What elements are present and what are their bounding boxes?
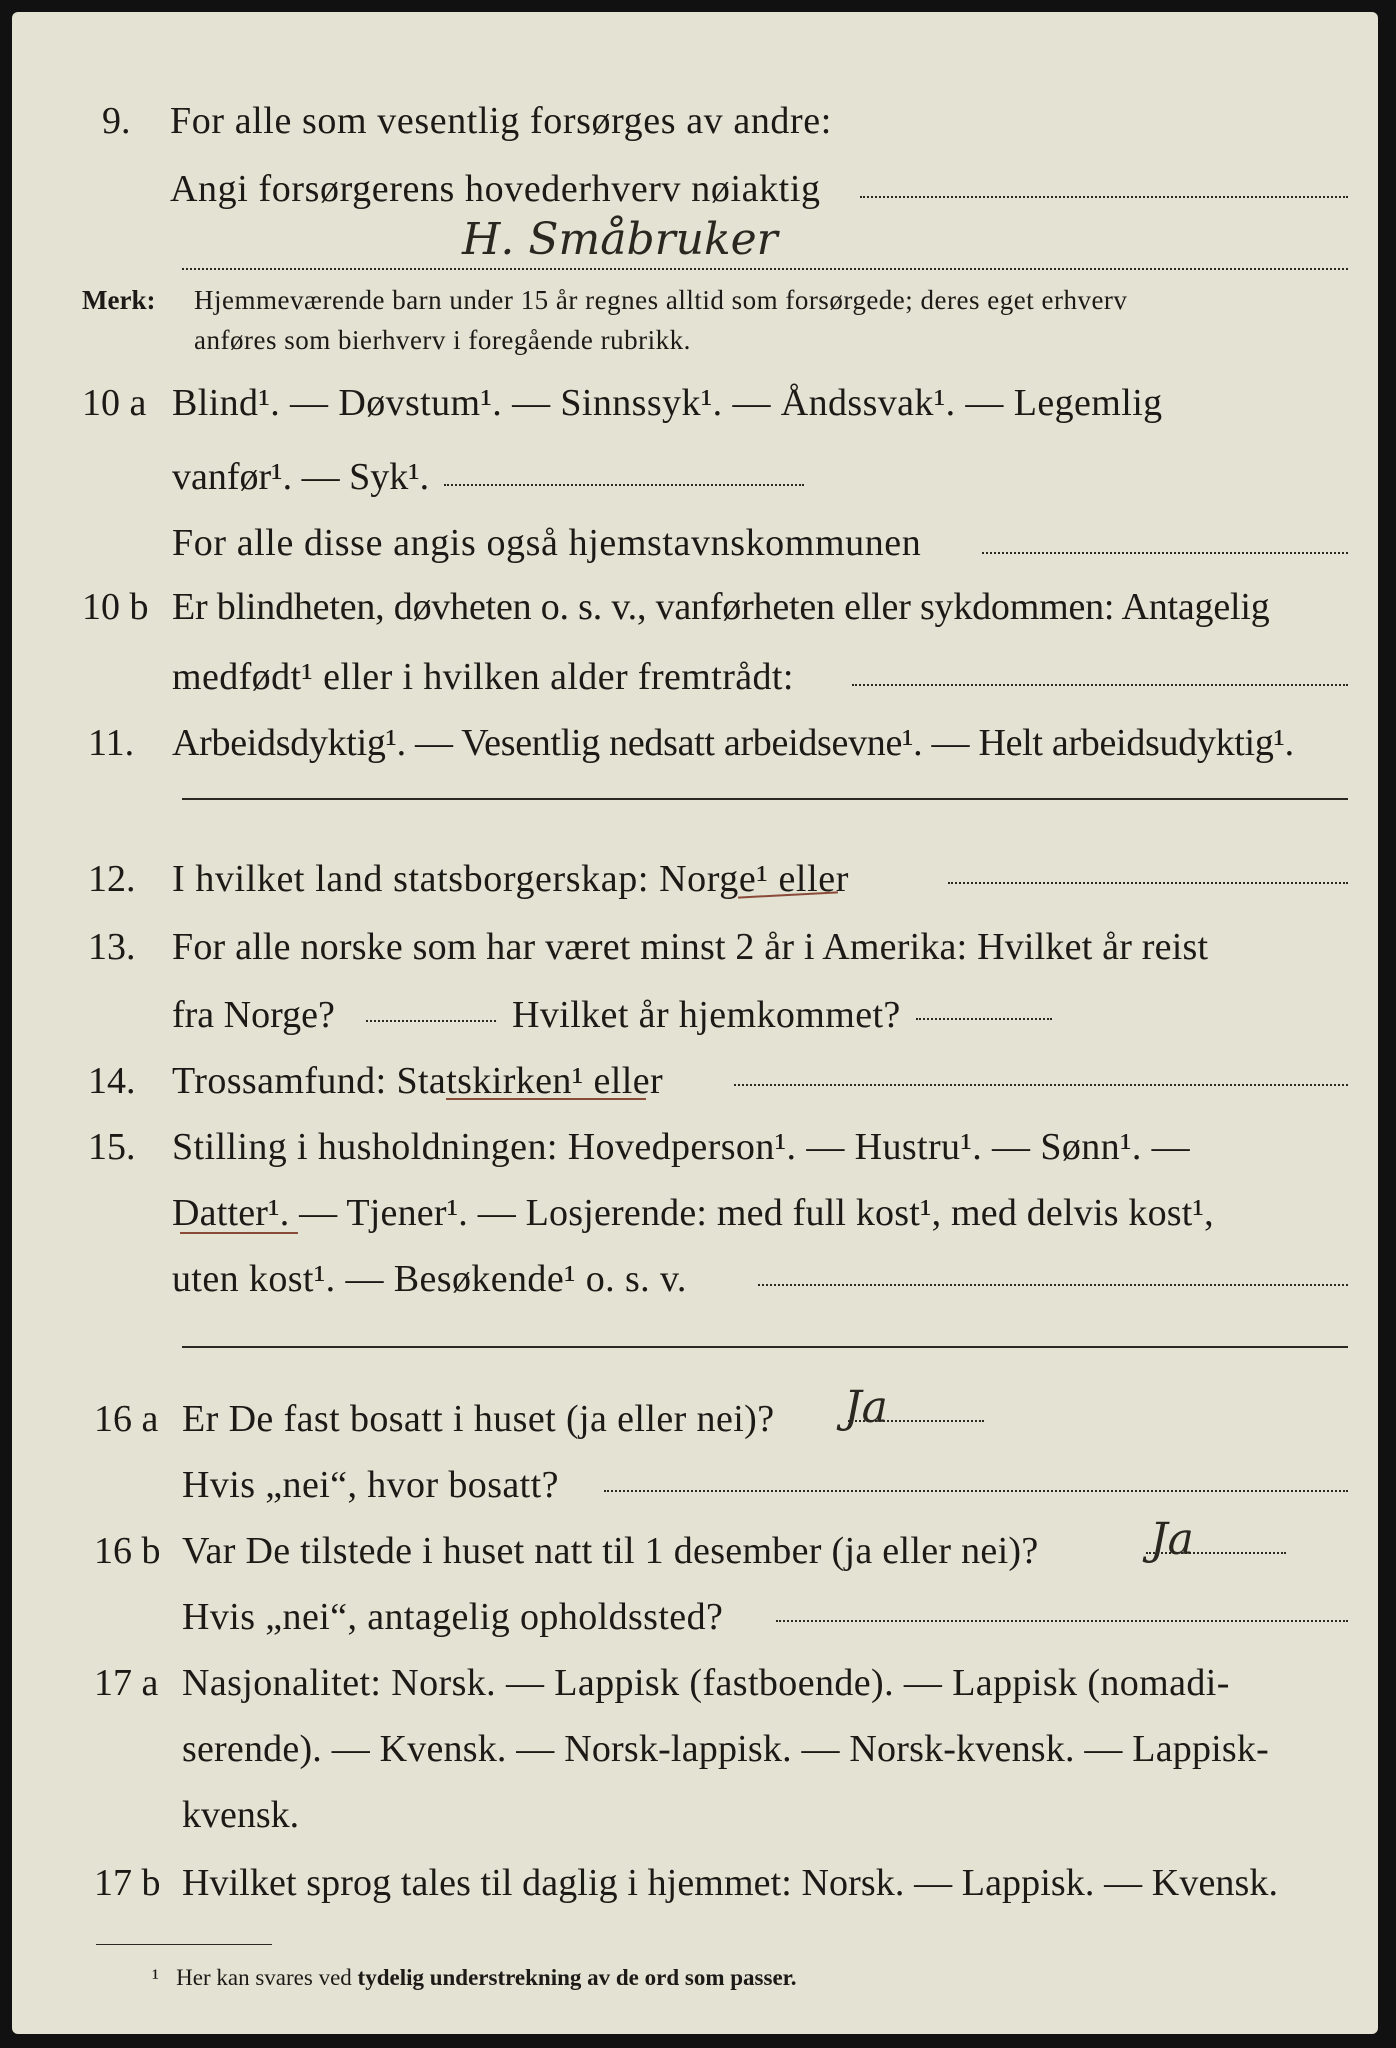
q13-number: 13. <box>88 926 136 968</box>
q13-line2a: fra Norge? <box>172 994 335 1036</box>
q9-answer-line-2[interactable] <box>182 268 1348 270</box>
merk-line2: anføres som bierhverv i foregående rubrikk. <box>194 325 691 355</box>
q11-number: 11. <box>88 722 135 764</box>
q17b-line1: Hvilket sprog tales til daglig i hjemmet: Norsk. — Lappisk. — Kvensk. <box>182 1862 1279 1904</box>
q9-number: 9. <box>102 100 131 142</box>
statskirken-underline-mark <box>446 1098 646 1100</box>
q17a-line1: Nasjonalitet: Norsk. — Lappisk (fastboende). — Lappisk (nomadi- <box>182 1662 1230 1704</box>
q16b-number: 16 b <box>94 1530 161 1572</box>
merk-label: Merk: <box>82 285 156 315</box>
q15-line3: uten kost¹. — Besøkende¹ o. s. v. <box>172 1258 687 1300</box>
q10a-number: 10 a <box>82 382 147 424</box>
q17a-line2: serende). — Kvensk. — Norsk-lappisk. — Norsk-kvensk. — Lappisk- <box>182 1728 1269 1770</box>
q12-answer-line[interactable] <box>948 882 1348 884</box>
q10a-line1: Blind¹. — Døvstum¹. — Sinnssyk¹. — Åndssvak¹. — Legemlig <box>172 382 1163 424</box>
q16b-answer-line[interactable] <box>1146 1552 1286 1554</box>
q9-line2: Angi forsørgerens hovederhverv nøiaktig <box>170 168 821 210</box>
q13-reist-line[interactable] <box>366 1020 496 1022</box>
q15-number: 15. <box>88 1126 136 1168</box>
footnote-rule <box>96 1944 272 1945</box>
q16b-handwritten-answer: Ja <box>1150 1514 1194 1565</box>
census-form-page <box>12 12 1378 2034</box>
q16a-line1: Er De fast bosatt i huset (ja eller nei)? <box>182 1398 775 1440</box>
q17a-number: 17 a <box>94 1662 159 1704</box>
q9-line1: For alle som vesentlig forsørges av andre: <box>170 100 832 142</box>
q16a-line2: Hvis „nei“, hvor bosatt? <box>182 1464 559 1506</box>
q16a-number: 16 a <box>94 1398 159 1440</box>
q14-answer-line[interactable] <box>734 1084 1348 1086</box>
q10a-line2: vanfør¹. — Syk¹. <box>172 456 430 498</box>
footnote <box>152 1966 797 1989</box>
q12-number: 12. <box>88 858 136 900</box>
q10b-answer-line[interactable] <box>852 684 1348 686</box>
q10a-kommune-line[interactable] <box>982 552 1348 554</box>
q16a-bosatt-line[interactable] <box>604 1490 1348 1492</box>
q16b-line1: Var De tilstede i huset natt til 1 desember (ja eller nei)? <box>182 1530 1039 1572</box>
merk-line1: Hjemmeværende barn under 15 år regnes alltid som forsørgede; deres eget erhverv <box>194 285 1128 315</box>
q10b-line2: medfødt¹ eller i hvilken alder fremtrådt: <box>172 656 794 698</box>
q16a-handwritten-answer: Ja <box>844 1382 888 1433</box>
q10a-line3: For alle disse angis også hjemstavnskommunen <box>172 522 922 564</box>
q15-answer-line-2[interactable] <box>182 1346 1348 1348</box>
q14-number: 14. <box>88 1060 136 1102</box>
q9-answer-line[interactable] <box>860 196 1348 198</box>
q16b-opholdssted-line[interactable] <box>776 1620 1348 1622</box>
q11-line1: Arbeidsdyktig¹. — Vesentlig nedsatt arbeidsevne¹. — Helt arbeidsudyktig¹. <box>172 722 1294 764</box>
q17a-line3: kvensk. <box>182 1794 300 1836</box>
footnote-mark: ¹ <box>152 1965 159 1990</box>
footnote-bold-text: tydelig understrekning av de ord som passer. <box>357 1965 797 1990</box>
q10a-answer-line[interactable] <box>444 484 804 486</box>
q13-line2b: Hvilket år hjemkommet? <box>512 994 901 1036</box>
q10b-line1: Er blindheten, døvheten o. s. v., vanførheten eller sykdommen: Antagelig <box>172 586 1270 628</box>
q17b-number: 17 b <box>94 1862 161 1904</box>
datter-underline-mark <box>180 1232 298 1234</box>
q14-line1: Trossamfund: Statskirken¹ eller <box>172 1060 664 1102</box>
q11-answer-line[interactable] <box>182 798 1348 800</box>
q15-line2: Datter¹. — Tjener¹. — Losjerende: med full kost¹, med delvis kost¹, <box>172 1192 1214 1234</box>
q13-hjemkommet-line[interactable] <box>916 1018 1052 1020</box>
q10b-number: 10 b <box>82 586 149 628</box>
q9-handwritten-answer: H. Småbruker <box>462 214 778 265</box>
q15-line1: Stilling i husholdningen: Hovedperson¹. — Hustru¹. — Sønn¹. — <box>172 1126 1191 1168</box>
q16b-line2: Hvis „nei“, antagelig opholdssted? <box>182 1596 724 1638</box>
q12-line1: I hvilket land statsborgerskap: Norge¹ eller <box>172 858 849 900</box>
q16a-answer-line[interactable] <box>848 1420 984 1422</box>
q13-line1: For alle norske som har været minst 2 år i Amerika: Hvilket år reist <box>172 926 1209 968</box>
footnote-text: Her kan svares ved <box>176 1965 352 1990</box>
q15-answer-line[interactable] <box>758 1284 1348 1286</box>
